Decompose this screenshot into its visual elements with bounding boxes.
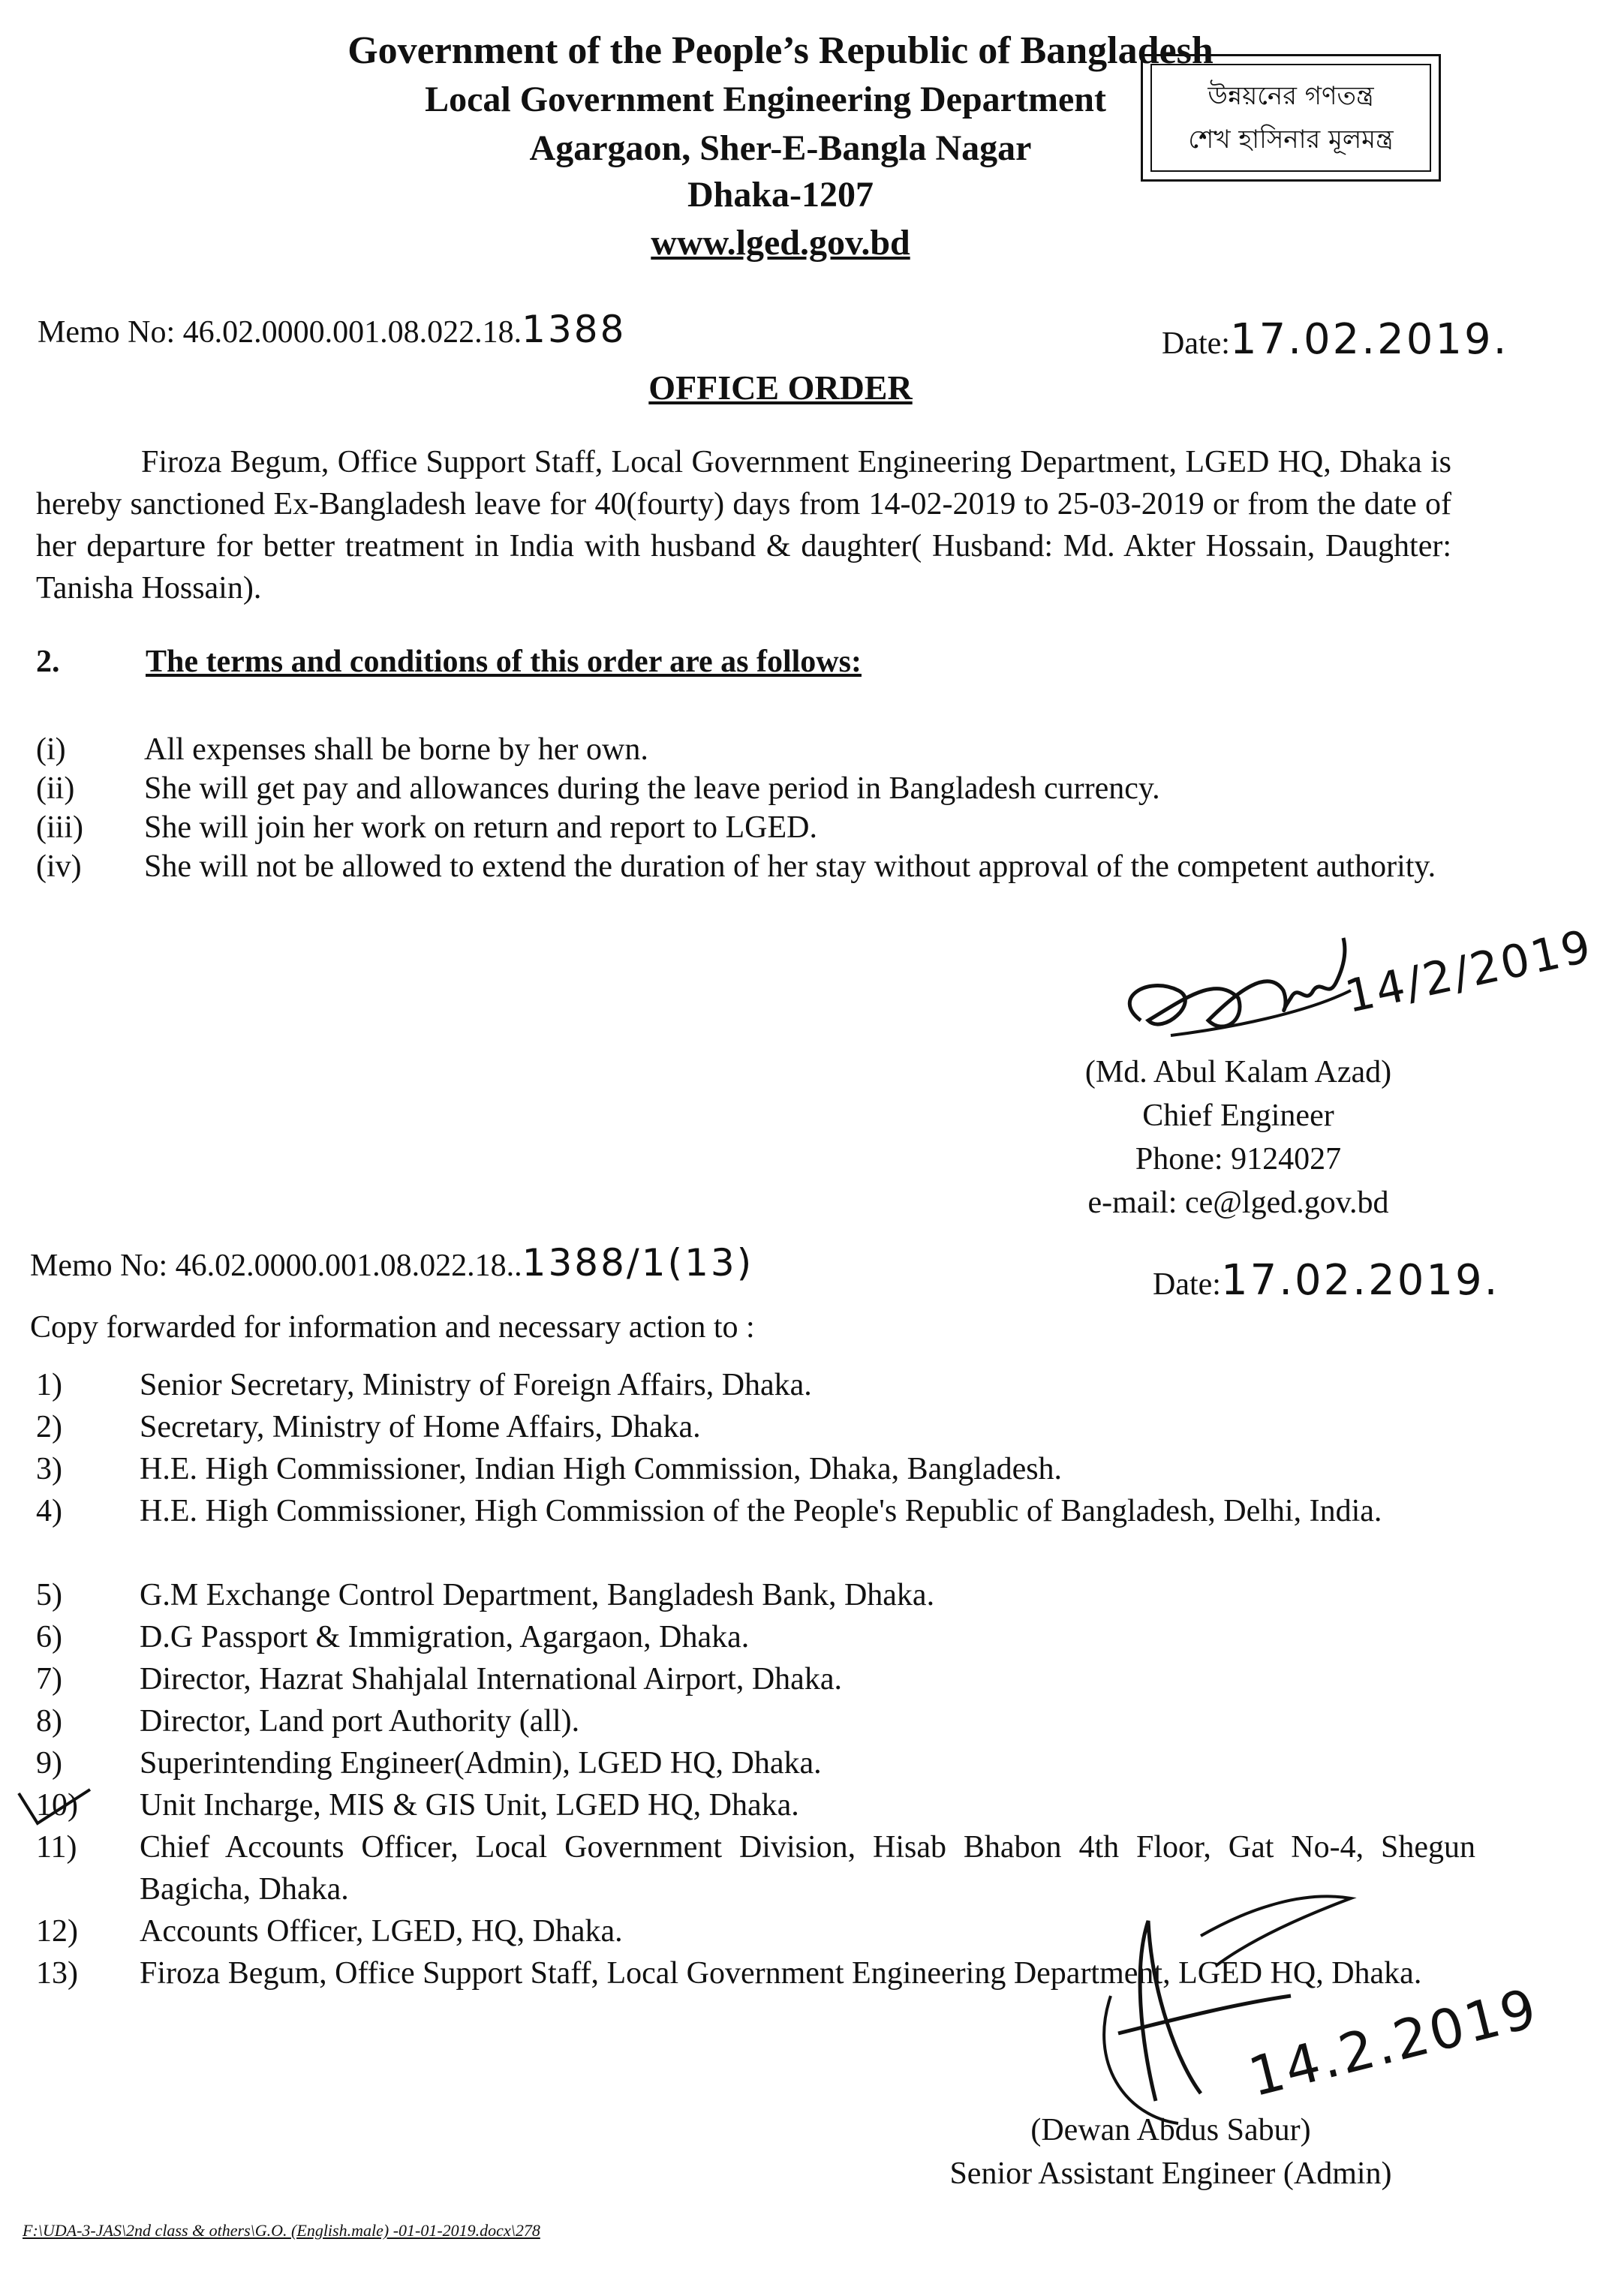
recipient-number: 6) [36,1620,62,1654]
org-name: Government of the People’s Republic of Bangladesh [347,29,1214,72]
term-text: She will join her work on return and report to LGED. [144,810,817,845]
memo-no-2 [30,1241,753,1285]
signatory-1-block [976,1050,1501,1225]
term-number: (iii) [36,810,83,845]
signature-date-2: 14.2.2019 [1242,1976,1544,2109]
website-link[interactable]: www.lged.gov.bd [651,223,910,263]
term-text: All expenses shall be borne by her own. [144,732,648,767]
memo-date-1 [1162,315,1508,364]
recipient-text: Chief Accounts Officer, Local Government Division, Hisab Bhabon 4th Floor, Gat No-4, Shegun Bagicha, Dhaka. [140,1830,1475,1907]
recipient-number: 10) [36,1788,78,1823]
signatory-2-designation: Senior Assistant Engineer (Admin) [949,2156,1392,2191]
list-item [36,1658,1447,1700]
signatory-2-name: (Dewan Abdus Sabur) [1030,2113,1311,2147]
date-label: Date: [1162,326,1230,361]
recipient-text: D.G Passport & Immigration, Agargaon, Dhaka. [140,1620,750,1654]
recipient-number: 8) [36,1704,62,1739]
stamp-line-1: উন্নয়নের গণতন্ত্র [1208,81,1374,111]
signatory-2-block [863,2108,1478,2195]
recipient-number: 3) [36,1452,62,1486]
recipient-text: H.E. High Commissioner, High Commission of the People's Republic of Bangladesh, Delhi, India. [140,1494,1382,1528]
order-body: Firoza Begum, Office Support Staff, Local Government Engineering Department, LGED HQ, Dhaka is hereby sanctioned Ex-Bangladesh leave for 40(fourty) days from 14-02-2019 to 25-03-2019 or from the date of her departure for better treatment in India with husband & daughter( Husband: Md. Akter Hossain, Daughter: Tanisha Hossain). [36,445,1451,606]
memo-date-2 [1153,1256,1499,1305]
recipient-text: Unit Incharge, MIS & GIS Unit, LGED HQ, Dhaka. [140,1788,799,1823]
recipient-number: 13) [36,1956,78,1991]
list-item [36,768,1484,807]
signature-date-1: 14/2/2019 [1340,919,1597,1024]
term-number: (i) [36,732,66,767]
date-label: Date: [1153,1267,1221,1302]
recipient-number: 11) [36,1830,77,1865]
list-item [36,807,1484,846]
office-order-title: OFFICE ORDER [648,368,913,407]
recipient-number: 9) [36,1746,62,1781]
tick-mark [15,1786,98,1831]
website [0,222,1561,263]
list-item [36,1574,1447,1616]
list-item [36,729,1484,768]
copy-intro: Copy forwarded for information and necessary action to : [30,1310,755,1345]
list-item [36,1364,1447,1406]
term-text: She will not be allowed to extend the duration of her stay without approval of the competent authority. [144,849,1436,884]
list-item [36,1700,1447,1742]
department-name: Local Government Engineering Department [425,80,1106,119]
signatory-1-designation: Chief Engineer [1142,1098,1334,1133]
memo-label: Memo No: 46.02.0000.001.08.022.18. [38,315,522,350]
signatory-1-name: (Md. Abul Kalam Azad) [1084,1055,1392,1089]
terms-section-title [146,644,862,680]
recipient-text: Director, Land port Authority (all). [140,1704,580,1739]
list-item [36,1490,1447,1574]
signatory-1-email[interactable]: e-mail: ce@lged.gov.bd [1087,1186,1389,1220]
stamp-line-2: শেখ হাসিনার মূলমন্ত্র [1188,125,1394,155]
date-value: 17.02.2019. [1229,315,1509,364]
recipient-text: Senior Secretary, Ministry of Foreign Affairs, Dhaka. [140,1368,812,1402]
city-line: Dhaka-1207 [687,175,874,215]
recipient-number: 12) [36,1914,78,1949]
date-value: 17.02.2019. [1220,1256,1500,1305]
term-text: She will get pay and allowances during the leave period in Bangladesh currency. [144,771,1160,806]
recipient-text: Superintending Engineer(Admin), LGED HQ, Dhaka. [140,1746,822,1781]
recipient-text: G.M Exchange Control Department, Bangladesh Bank, Dhaka. [140,1578,935,1612]
recipient-text: Secretary, Ministry of Home Affairs, Dhaka. [140,1410,701,1444]
memo-no-1 [38,308,626,351]
signatory-1-phone: Phone: 9124027 [1135,1142,1342,1177]
list-item [36,1742,1447,1784]
memo-number: 1388/1(13) [522,1241,754,1285]
recipient-number: 7) [36,1662,62,1696]
recipient-number: 4) [36,1494,62,1528]
address-line: Agargaon, Sher-E-Bangla Nagar [529,128,1032,168]
recipient-number: 5) [36,1578,62,1612]
recipient-text: Firoza Begum, Office Support Staff, Local Government Engineering Department, LGED HQ, Dhaka. [140,1956,1422,1991]
terms-title-text: The terms and conditions of this order are as follows: [146,645,862,679]
list-item [36,1616,1447,1658]
term-number: (iv) [36,849,82,884]
recipient-text: Accounts Officer, LGED, HQ, Dhaka. [140,1914,623,1949]
list-item [36,1784,1447,1826]
recipient-text: H.E. High Commissioner, Indian High Commission, Dhaka, Bangladesh. [140,1452,1063,1486]
terms-section-number: 2. [36,645,60,679]
terms-list [36,729,1484,927]
slogan-stamp [1141,54,1441,182]
recipient-number: 1) [36,1368,62,1402]
footer-file-path: F:\UDA-3-JAS\2nd class & others\G.O. (English.male) -01-01-2019.docx\278 [23,2221,540,2240]
list-item [36,1406,1447,1448]
recipient-number: 2) [36,1410,62,1444]
term-number: (ii) [36,771,75,806]
memo-label: Memo No: 46.02.0000.001.08.022.18.. [30,1249,522,1283]
memo-number: 1388 [522,308,627,351]
recipient-text: Director, Hazrat Shahjalal International Airport, Dhaka. [140,1662,842,1696]
senior-engineer-signature [1066,1876,1381,2146]
list-item [36,1448,1447,1490]
